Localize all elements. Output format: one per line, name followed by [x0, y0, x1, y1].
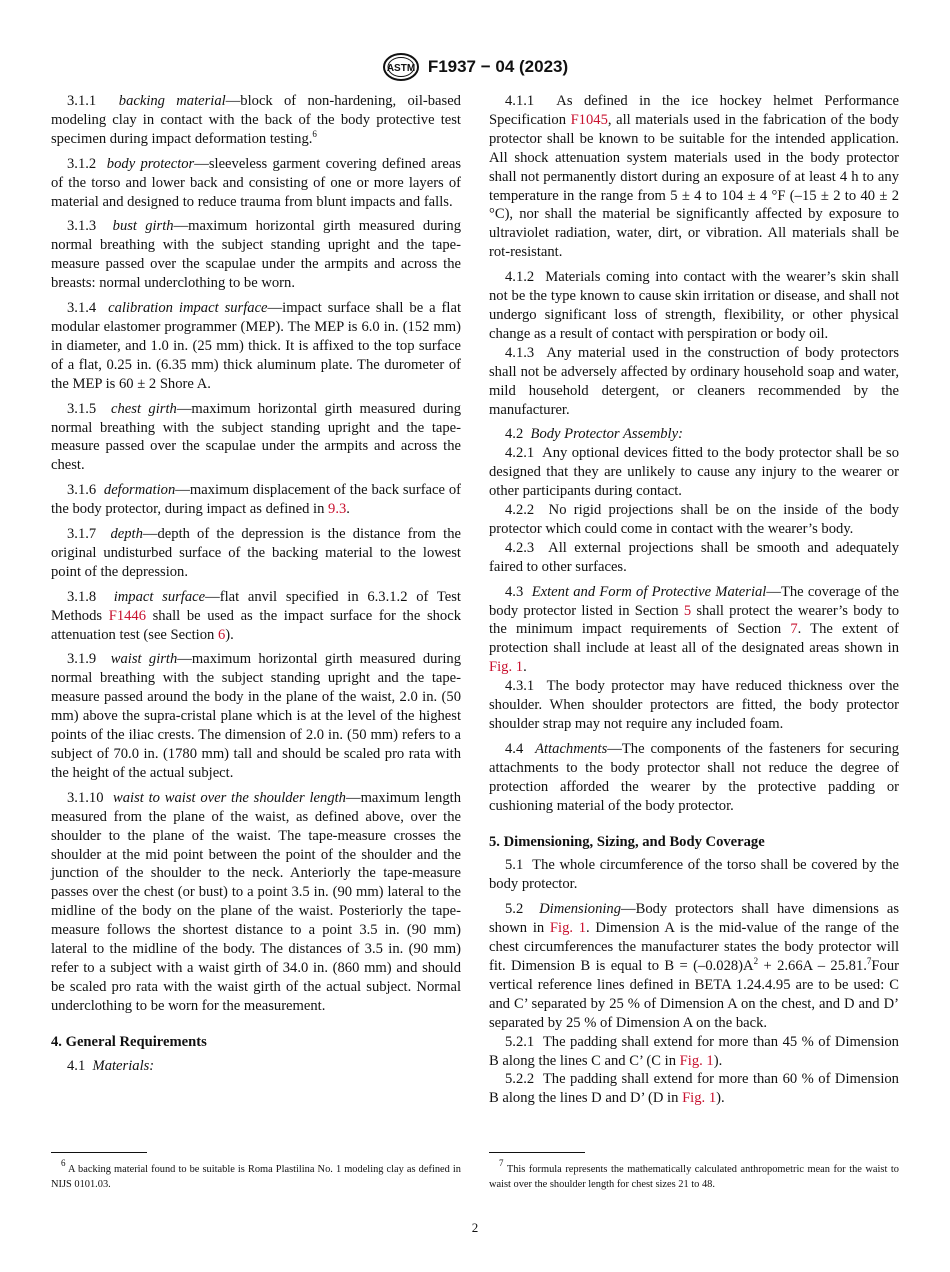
- paragraph-3-1-2: 3.1.2 body protector—sleeveless garment covering defined areas of the torso and lower back and consisting of one or more layers of material and designed to reduce trauma from blunt impacts and falls.: [51, 155, 462, 210]
- left-column: [51, 92, 461, 1082]
- paragraph-4-1-3: 4.1.3 Any material used in the construction of body protectors shall not be adversely affected by ordinary household soap and water, mild household detergent, or cleaners recommended by the manufacturer.: [489, 344, 899, 418]
- link-section-5[interactable]: 5: [683, 602, 692, 619]
- paragraph-3-1-10: 3.1.10 waist to waist over the shoulder length—maximum length measured from the plane of the waist, as defined above, over the shoulder to the plane of the waist. The tape-measure crosses the shoulder at the mid point between the point of the shoulder and the junction of the shoulder to the neck. Anteriorly the tape-measure passes over the chest (or bust) to a point 3.5 in. (90 mm) lateral to the midline of the body on the plane of the waist. Posteriorly the tape-measure follows the shortest distance to a point 3.5 in. (90 mm) lateral to the midline of the body. The distances of 3.5 in. (90 mm) refer to a subject with a waist girth of 34.0 in. (860 mm) and should be scaled pro rata with the waist girth of the actual subject. Normal underclothing to be worn for the measurement.: [51, 789, 461, 1014]
- paragraph-4-2: 4.2 Body Protector Assembly:: [505, 426, 683, 443]
- link-fig-1[interactable]: Fig. 1: [489, 659, 524, 676]
- link-fig-1[interactable]: Fig. 1: [679, 1052, 714, 1069]
- footnote-divider: [489, 1152, 585, 1153]
- footnote-6: $^6$ A backing material found to be suitable is Roma Plastilina No. 1 modeling clay as defined in NIJS 0101.03.: [51, 1158, 461, 1190]
- section-heading-5: 5. Dimensioning, Sizing, and Body Coverage: [489, 833, 765, 850]
- paragraph-4-1-1: 4.1.1 As defined in the ice hockey helmet Performance Specification F1045, all materials used in the fabrication of the body protector shall be known to be suitable for the intended application. All shock attenuation system materials used in the body protector shall not permanently distort during an exposure of at least 4 h to any temperature in the range from 5 ± 4 to 104 ± 4 °F (–15 ± 2 to 40 ± 2 °C), nor shall the material be significantly affected by exposure to ultraviolet radiation, water, dirt, or vibration. All materials shall be rot-resistant.: [489, 93, 899, 261]
- right-column: [489, 92, 899, 1114]
- link-f1446[interactable]: F1446: [108, 607, 147, 624]
- paragraph-4-2-3: 4.2.3 All external projections shall be smooth and adequately faired to other surfaces.: [489, 539, 899, 575]
- footnote-7: $^7$ This formula represents the mathematically calculated anthropometric mean for the waist to waist over the shoulder length for chest sizes 21 to 48.: [489, 1158, 899, 1190]
- paragraph-4-3: 4.3 Extent and Form of Protective Material—The coverage of the body protector listed in Section 5 shall protect the wearer’s body to the minimum impact requirements of Section 7. The extent of protection shall include at least all of the designated areas shown in Fig. 1.: [489, 583, 900, 676]
- paragraph-5-2: 5.2 Dimensioning—Body protectors shall have dimensions as shown in Fig. 1. Dimension A is the mid-value of the range of the chest circumferences the manufacturer states the body protector will fit. Dimension B is equal to $B = (-0.028)A^2 + 2.66A$ – 25.81.$^7$Four vertical reference lines defined in BETA 1.24.4.95 are to be used: C and C’ separated by 25 % of Dimension A on the chest, and D and D’ separated by 25 % of Dimension A on the back.: [489, 901, 899, 1031]
- page-header: [0, 52, 950, 84]
- link-f1045[interactable]: F1045: [570, 111, 608, 128]
- footnote-ref-7[interactable]: 7: [866, 955, 872, 966]
- paragraph-4-1-2: 4.1.2 Materials coming into contact with the wearer’s skin shall not be the type known to cause skin irritation or disease, and shall not undergo significant loss of strength, flexibility, or other physical change as a result of contact with perspiration or body oil.: [489, 269, 899, 342]
- paragraph-4-4: 4.4 Attachments—The components of the fasteners for securing attachments to the body protector shall not reduce the degree of protection afforded the wearer by the protective padding or cushioning material of the body protector.: [489, 740, 899, 814]
- paragraph-4-3-1: 4.3.1 The body protector may have reduced thickness over the shoulder. When shoulder protectors are fitted, the body protector shoulder strap may not require any included foam.: [489, 678, 899, 732]
- paragraph-5-2-2: 5.2.2 The padding shall extend for more than 60 % of Dimension B along the lines D and D’ (D in Fig. 1).: [489, 1071, 899, 1107]
- paragraph-3-1-6: 3.1.6 deformation—maximum displacement of the back surface of the body protector, during impact as defined in 9.3.: [51, 482, 461, 518]
- paragraph-3-1-9: 3.1.9 waist girth—maximum horizontal girth measured during normal breathing with the subject standing upright and the tape-measure passed around the body in the plane of the waist, 2.0 in. (50 mm) above the supra-cristal plane which is at the level of the highest points of the iliac crests. The dimension of 2.0 in. (50 mm) refers to a subject of 70.0 in. (1780 mm) tall and should be scaled pro rata with the height of the actual subject.: [51, 651, 461, 781]
- link-section-7[interactable]: 7: [790, 621, 798, 638]
- link-section-9-3[interactable]: 9.3: [328, 501, 347, 518]
- paragraph-3-1-4: 3.1.4 calibration impact surface—impact surface shall be a flat modular elastomer programmer (MEP). The MEP is 6.0 in. (152 mm) in diameter, and 1.0 in. (25 mm) thick. It is affixed to the top surface of a flat, 0.25 in. (6.35 mm) thick aluminum plate. The durometer of the MEP is 60 ± 2 Shore A.: [51, 300, 462, 392]
- standard-designation: F1937 − 04 (2023): [427, 57, 569, 76]
- paragraph-3-1-1: 3.1.1 backing material—block of non-hardening, oil-based modeling clay in contact with the back of the body protective test specimen during impact deformation testing.$^6$: [51, 93, 461, 147]
- paragraph-3-1-8: 3.1.8 impact surface—flat anvil specified in 6.3.1.2 of Test Methods F1446 shall be used as the impact surface for the shock attenuation test (see Section 6).: [51, 588, 461, 643]
- page-number: 2: [471, 1220, 479, 1235]
- paragraph-3-1-5: 3.1.5 chest girth—maximum horizontal girth measured during normal breathing with the subject standing upright and the tape-measure passed over the scapulae under the armpits and across the chest.: [51, 400, 461, 474]
- svg-text:ASTM: ASTM: [386, 63, 415, 74]
- section-heading-4: 4. General Requirements: [51, 1033, 207, 1050]
- paragraph-4-1: 4.1 Materials:: [67, 1057, 155, 1074]
- footnote-ref-6[interactable]: 6: [312, 128, 317, 139]
- paragraph-4-2-2: 4.2.2 No rigid projections shall be on the inside of the body protector which could come in contact with the wearer’s body.: [489, 502, 899, 537]
- astm-logo-icon: [382, 52, 420, 82]
- paragraph-3-1-7: 3.1.7 depth—depth of the depression is the distance from the original undisturbed surface of the backing material to the lowest point of the depression.: [51, 526, 461, 580]
- paragraph-5-2-1: 5.2.1 The padding shall extend for more than 45 % of Dimension B along the lines C and C’ (C in Fig. 1).: [489, 1033, 899, 1069]
- paragraph-4-2-1: 4.2.1 Any optional devices fitted to the body protector shall be so designed that they are unlikely to cause any injury to the wearer or other participants during contact.: [489, 445, 899, 500]
- paragraph-3-1-3: 3.1.3 bust girth—maximum horizontal girth measured during normal breathing with the subject standing upright and the tape-measure passed over the scapulae under the armpits and across the breasts: normal underclothing to be worn.: [51, 218, 461, 292]
- paragraph-5-1: 5.1 The whole circumference of the torso shall be covered by the body protector.: [489, 857, 899, 893]
- link-fig-1[interactable]: Fig. 1: [682, 1090, 717, 1107]
- footnote-divider: [51, 1152, 147, 1153]
- link-fig-1[interactable]: Fig. 1: [549, 920, 587, 937]
- link-section-6[interactable]: 6: [217, 626, 226, 643]
